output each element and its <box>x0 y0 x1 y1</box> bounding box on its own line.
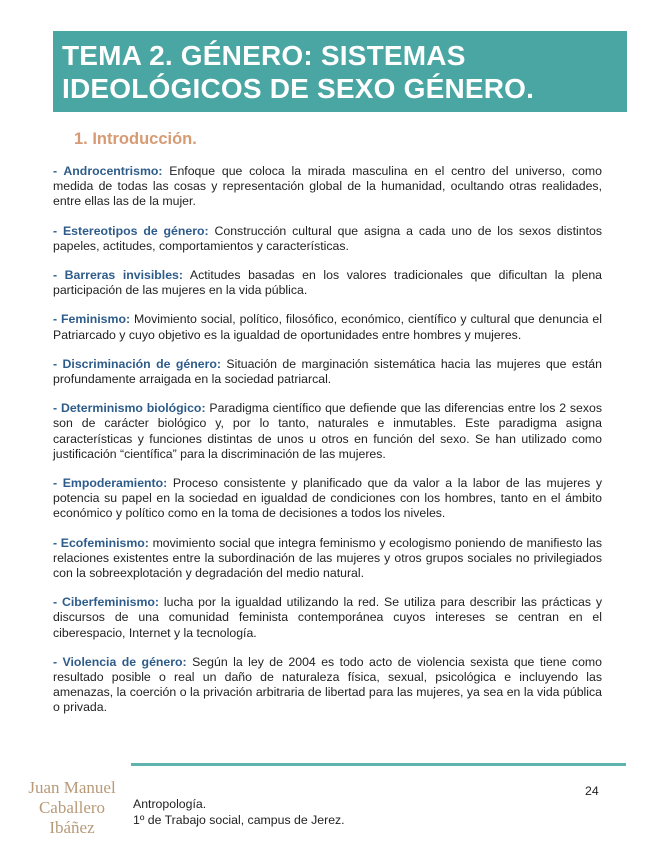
definition-item <box>53 476 602 522</box>
definition-term: - Ecofeminismo: <box>53 535 149 550</box>
definition-text: Paradigma científico que defiende que las diferencias entre los 2 sexos son de carácter biológico y, por lo tanto, naturales e inmutables. Este paradigma asigna características y funciones distintas de unos u otros en función del sexo. Se han utilizado como justificación “científica” para la discriminación de las mujeres. <box>53 401 603 461</box>
definition-term: - Discriminación de género: <box>53 356 221 371</box>
definition-item <box>53 164 602 210</box>
course-subject: Antropología. <box>133 797 207 811</box>
definition-term: - Androcentrismo: <box>53 164 163 178</box>
course-details: 1º de Trabajo social, campus de Jerez. <box>133 812 345 827</box>
page-title: TEMA 2. GÉNERO: SISTEMAS IDEOLÓGICOS DE SEXO GÉNERO. <box>62 40 535 104</box>
definition-item <box>53 268 602 298</box>
definition-item <box>53 312 602 342</box>
definition-item <box>53 536 602 582</box>
definition-text: Proceso consistente y planificado que da valor a la labor de las mujeres y potencia su papel en la sociedad en igualdad de condiciones con los hombres, tanto en el ámbito económico y político como en la toma de decisiones a todos los niveles. <box>53 476 602 521</box>
definition-item <box>53 655 602 716</box>
definition-text: Según la ley de 2004 es todo acto de violencia sexista que tiene como resultado posible o real un daño de naturaleza física, sexual, psicológica e incluyendo las amenazas, la coerción o la privación arbitraria de libertad para las mujeres, ya sea en la vida pública o privada. <box>53 654 602 715</box>
definitions-list <box>53 164 602 730</box>
signature-line: Ibáñez <box>49 818 95 837</box>
definition-term: - Violencia de género: <box>53 654 187 669</box>
definition-item <box>53 595 602 641</box>
definition-text: lucha por la igualdad utilizando la red. Se utiliza para describir las prácticas y discursos de una comunidad feminista contemporánea cuyos intereses se centran en el ciberespacio, Internet y la tecnología. <box>53 595 602 640</box>
definition-term: - Empoderamiento: <box>53 476 168 491</box>
definition-item <box>53 401 602 462</box>
definition-term: - Estereotipos de género: <box>53 223 209 238</box>
definition-term: - Ciberfeminismo: <box>53 595 160 610</box>
signature-line: Juan Manuel <box>28 778 116 797</box>
definition-text: Movimiento social, político, filosófico, económico, científico y cultural que denuncia el Patriarcado y cuyo objetivo es la igualdad de oportunidades entre hombres y mujeres. <box>53 312 602 342</box>
definition-item <box>53 224 602 254</box>
definition-text: movimiento social que integra feminismo y ecologismo poniendo de manifiesto las relaciones existentes entre la subordinación de las mujeres y otros grupos sociales no privilegiados con la sobreexplotación y degradación del medio natural. <box>53 535 603 581</box>
footer-divider <box>131 763 626 766</box>
definition-text: Enfoque que coloca la mirada masculina en el centro del universo, como medida de todas las cosas y representación global de la humanidad, ocultando otras realidades, entre ellas las de la mujer. <box>53 164 602 209</box>
definition-text: Construcción cultural que asigna a cada uno de los sexos distintos papeles, actitudes, comportamientos y características. <box>53 223 602 253</box>
definition-item <box>53 357 602 387</box>
definition-text: Situación de marginación sistemática hacia las mujeres que están profundamente arraigada en la sociedad patriarcal. <box>53 356 602 387</box>
definition-term: - Feminismo: <box>53 312 131 327</box>
definition-term: - Determinismo biológico: <box>53 401 206 416</box>
author-signature <box>22 778 122 838</box>
page-number: 24 <box>585 784 599 798</box>
definition-term: - Barreras invisibles: <box>53 268 183 283</box>
section-heading: 1. Introducción. <box>74 130 197 148</box>
signature-line: Caballero <box>38 798 106 817</box>
footer-course-info <box>133 797 345 828</box>
title-banner <box>53 31 627 112</box>
definition-text: Actitudes basadas en los valores tradicionales que dificultan la plena participación de las mujeres en la vida pública. <box>53 268 602 298</box>
